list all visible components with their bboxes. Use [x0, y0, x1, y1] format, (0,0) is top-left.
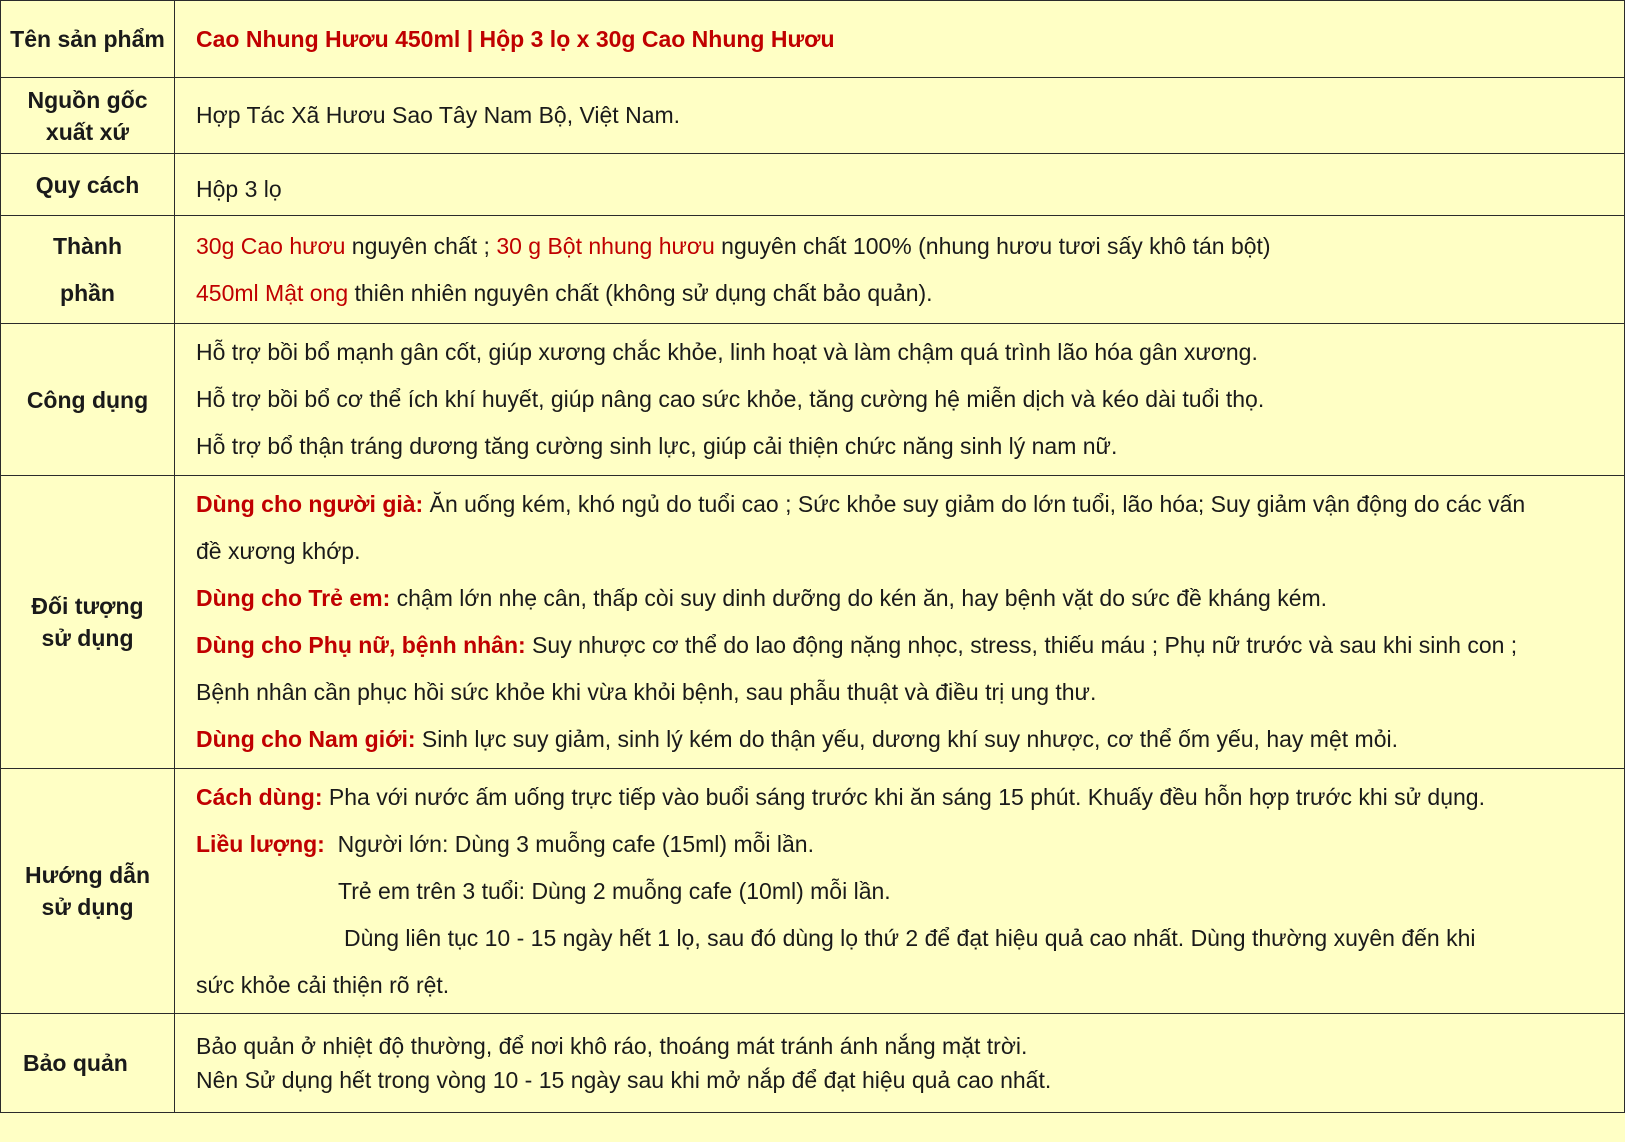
value-target-users	[175, 476, 1625, 769]
value-storage	[175, 1014, 1625, 1113]
label-text: Bảo quản	[23, 1050, 128, 1076]
ingredient-highlight: 30 g Bột nhung hươu	[496, 232, 715, 259]
ingredient-text: nguyên chất 100% (nhung hươu tươi sấy khô tán bột)	[714, 232, 1271, 259]
value-usage-guide	[175, 769, 1625, 1014]
label-line-2: sử dụng	[41, 625, 134, 651]
usage-dosage	[196, 821, 1604, 868]
usage-duration: Dùng liên tục 10 - 15 ngày hết 1 lọ, sau đó dùng lọ thứ 2 để đạt hiệu quả cao nhất. Dùng thường xuyên đến khi	[344, 924, 1476, 951]
packaging-text: Hộp 3 lọ	[196, 176, 282, 202]
target-children	[196, 575, 1604, 622]
benefit-line: Hỗ trợ bổ thận tráng dương tăng cường sinh lực, giúp cải thiện chức năng sinh lý nam nữ.	[196, 433, 1118, 459]
label-benefits	[1, 324, 175, 476]
ingredients-line-1	[196, 223, 1604, 270]
usage-text: Pha với nước ấm uống trực tiếp vào buổi sáng trước khi ăn sáng 15 phút. Khuấy đều hỗn hợp trước khi sử dụng.	[322, 783, 1485, 810]
label-product-name	[1, 1, 175, 78]
target-title: Dùng cho Trẻ em:	[196, 585, 391, 611]
origin-text: Hợp Tác Xã Hươu Sao Tây Nam Bộ, Việt Nam.	[196, 102, 681, 128]
row-origin	[1, 78, 1625, 154]
row-usage-guide	[1, 769, 1625, 1014]
ingredients-line-2	[196, 270, 1604, 317]
storage-line-2: Nên Sử dụng hết trong vòng 10 - 15 ngày sau khi mở nắp để đạt hiệu quả cao nhất.	[196, 1067, 1052, 1093]
usage-dosage-children: Trẻ em trên 3 tuổi: Dùng 2 muỗng cafe (10ml) mỗi lần.	[338, 877, 891, 904]
label-target-users	[1, 476, 175, 769]
label-storage	[1, 1014, 175, 1113]
target-women-patients-cont: Bệnh nhân cần phục hồi sức khỏe khi vừa khỏi bệnh, sau phẫu thuật và điều trị ung thư.	[196, 679, 1097, 705]
storage-line-1: Bảo quản ở nhiệt độ thường, để nơi khô ráo, thoáng mát tránh ánh nắng mặt trời.	[196, 1033, 1028, 1059]
label-line-2: phần	[60, 279, 115, 306]
target-text: Ăn uống kém, khó ngủ do tuổi cao ; Sức khỏe suy giảm do lớn tuổi, lão hóa; Suy giảm vận động do các vấn	[423, 491, 1526, 517]
ingredient-highlight: 30g Cao hươu	[196, 232, 346, 259]
ingredient-text: thiên nhiên nguyên chất (không sử dụng chất bảo quản).	[348, 279, 933, 306]
label-packaging	[1, 154, 175, 216]
value-benefits	[175, 324, 1625, 476]
ingredient-highlight: 450ml Mật ong	[196, 279, 349, 306]
label-usage-guide	[1, 769, 175, 1014]
value-packaging	[175, 154, 1625, 216]
usage-method	[196, 774, 1604, 821]
usage-title: Cách dùng:	[196, 783, 323, 810]
usage-text: Người lớn: Dùng 3 muỗng cafe (15ml) mỗi lần.	[324, 830, 814, 857]
label-line-1: Đối tượng	[31, 593, 144, 619]
target-text: Suy nhược cơ thể do lao động nặng nhọc, stress, thiếu máu ; Phụ nữ trước và sau khi sinh con ;	[525, 632, 1518, 658]
row-storage	[1, 1014, 1625, 1113]
ingredient-text: nguyên chất ;	[345, 232, 497, 259]
target-title: Dùng cho Phụ nữ, bệnh nhân:	[196, 632, 526, 658]
value-ingredients	[175, 216, 1625, 324]
usage-duration-cont: sức khỏe cải thiện rõ rệt.	[196, 971, 450, 998]
row-target-users	[1, 476, 1625, 769]
label-ingredients	[1, 216, 175, 324]
label-text: Công dụng	[26, 386, 149, 413]
value-product-name	[175, 1, 1625, 78]
benefit-line: Hỗ trợ bồi bổ cơ thể ích khí huyết, giúp nâng cao sức khỏe, tăng cường hệ miễn dịch và kéo dài tuổi thọ.	[196, 386, 1265, 412]
label-origin	[1, 78, 175, 154]
target-title: Dùng cho Nam giới:	[196, 726, 416, 752]
value-origin	[175, 78, 1625, 154]
target-elderly-cont: đề xương khớp.	[196, 538, 361, 564]
target-text: chậm lớn nhẹ cân, thấp còi suy dinh dưỡng do kén ăn, hay bệnh vặt do sức đề kháng kém.	[390, 585, 1328, 611]
row-packaging	[1, 154, 1625, 216]
label-text: Quy cách	[35, 171, 140, 198]
label-line-1: Nguồn gốc	[27, 86, 148, 113]
target-men	[196, 716, 1604, 763]
label-text: Tên sản phẩm	[10, 26, 165, 52]
target-women-patients	[196, 622, 1604, 669]
benefit-line: Hỗ trợ bồi bổ mạnh gân cốt, giúp xương chắc khỏe, linh hoạt và làm chậm quá trình lão hóa gân xương.	[196, 339, 1258, 365]
row-benefits	[1, 324, 1625, 476]
row-product-name	[1, 1, 1625, 78]
target-text: Sinh lực suy giảm, sinh lý kém do thận yếu, dương khí suy nhược, cơ thể ốm yếu, hay mệt mỏi.	[415, 726, 1398, 752]
label-line-1: Thành	[53, 232, 122, 259]
label-line-1: Hướng dẫn	[25, 862, 150, 888]
product-name-text: Cao Nhung Hươu 450ml | Hộp 3 lọ x 30g Cao Nhung Hươu	[196, 25, 835, 52]
row-ingredients	[1, 216, 1625, 324]
label-line-2: xuất xứ	[45, 118, 130, 145]
target-title: Dùng cho người già:	[196, 491, 424, 517]
label-line-2: sử dụng	[41, 894, 134, 920]
target-elderly	[196, 481, 1604, 528]
usage-title: Liều lượng:	[196, 830, 325, 857]
